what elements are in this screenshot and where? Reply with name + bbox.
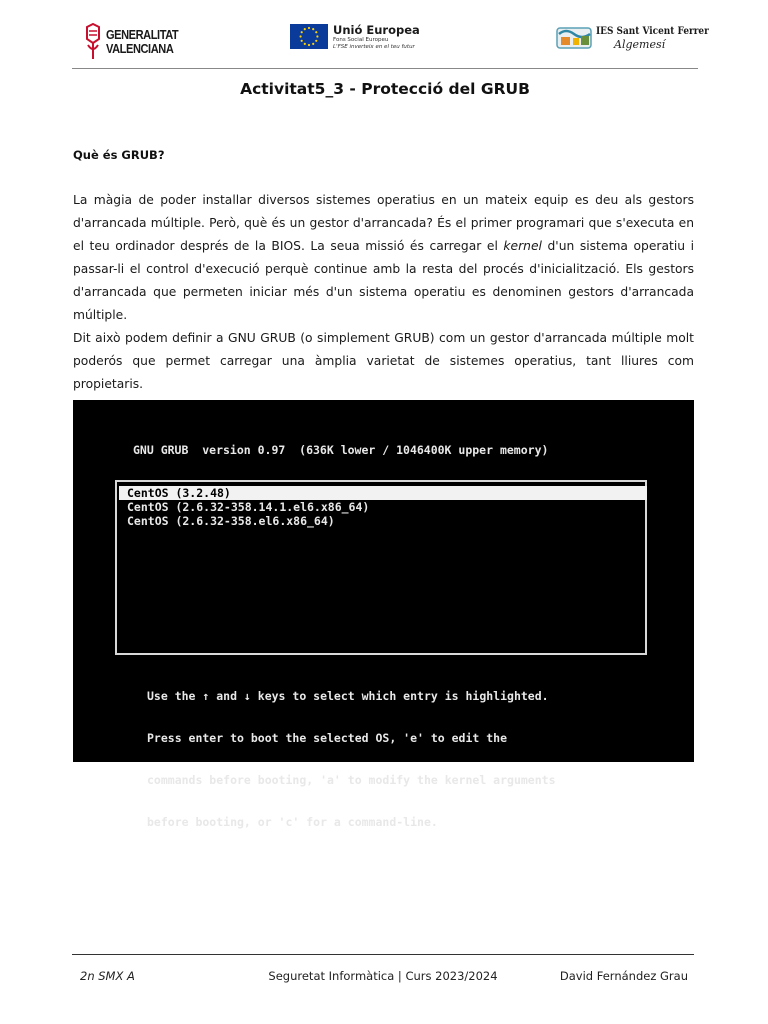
gv-line1: GENERALITAT (106, 27, 179, 42)
eu-flag-icon (290, 24, 328, 49)
gv-line2: VALENCIANA (106, 41, 174, 56)
eu-logo (290, 24, 420, 51)
paragraph-intro-part1: La màgia de poder installar diversos sistemes operatius en un mateix equip es deu als gestors d'arrancada múltiple. Però, què és un gestor d'arrancada? És el primer programari que s'executa en el teu ordinador després de la BIOS. La seua missió és carregar el (73, 193, 694, 253)
grub-entry: CentOS (2.6.32-358.el6.x86_64) (127, 514, 335, 528)
grub-screenshot (73, 400, 694, 829)
grub-help-text (147, 661, 556, 857)
paragraph-intro (73, 189, 694, 327)
footer-divider (72, 954, 694, 955)
footer-class: 2n SMX A (80, 969, 135, 983)
grub-boot-menu (115, 480, 647, 655)
eu-title: Unió Europea (333, 23, 420, 37)
header-divider (72, 68, 698, 69)
section-heading: Què és GRUB? (73, 148, 165, 162)
grub-entry-selected: CentOS (3.2.48) (119, 486, 647, 500)
ies-name: IES Sant Vicent Ferrer (596, 24, 709, 37)
grub-help-line: before booting, or 'c' for a command-line. (147, 815, 438, 829)
paragraph-definition: Dit això podem definir a GNU GRUB (o simplement GRUB) com un gestor d'arrancada múltiple molt poderós que permet carregar una àmplia varietat de sistemes operatius, tant lliures com propietaris. (73, 331, 694, 391)
grub-help-line: commands before booting, 'a' to modify the kernel arguments (147, 773, 556, 787)
ies-emblem-icon (556, 24, 592, 52)
page-header (72, 14, 709, 68)
kernel-emphasis: kernel (503, 239, 542, 253)
grub-help-line: Use the ↑ and ↓ keys to select which entry is highlighted. (147, 689, 549, 703)
page-footer (72, 969, 694, 985)
footer-course: Seguretat Informàtica | Curs 2023/2024 (268, 969, 498, 983)
grub-entry: CentOS (2.6.32-358.14.1.el6.x86_64) (127, 500, 370, 514)
ies-logo (556, 24, 729, 52)
paragraph-intro-part2: d'un sistema operatiu i passar-li el control d'execució perquè continue amb la resta del procés d'inicialització. Els gestors d'arrancada que permeten iniciar més d'un sistema operatiu es denominen gestors d'arrancada múltiple. (73, 239, 694, 322)
generalitat-valenciana-logo (84, 20, 191, 64)
eu-tagline: L'FSE inverteix en el teu futur (333, 44, 415, 50)
grub-help-line: Press enter to boot the selected OS, 'e' to edit the (147, 731, 508, 745)
generalitat-emblem-icon (84, 23, 102, 61)
document-title: Activitat5_3 - Protecció del GRUB (240, 80, 530, 98)
footer-author: David Fernández Grau (559, 969, 688, 983)
eu-subtitle: Fons Social Europeu (333, 37, 389, 43)
ies-town: Algemesí (614, 37, 666, 51)
grub-version-header: GNU GRUB version 0.97 (636K lower / 1046400K upper memory) (133, 443, 549, 457)
